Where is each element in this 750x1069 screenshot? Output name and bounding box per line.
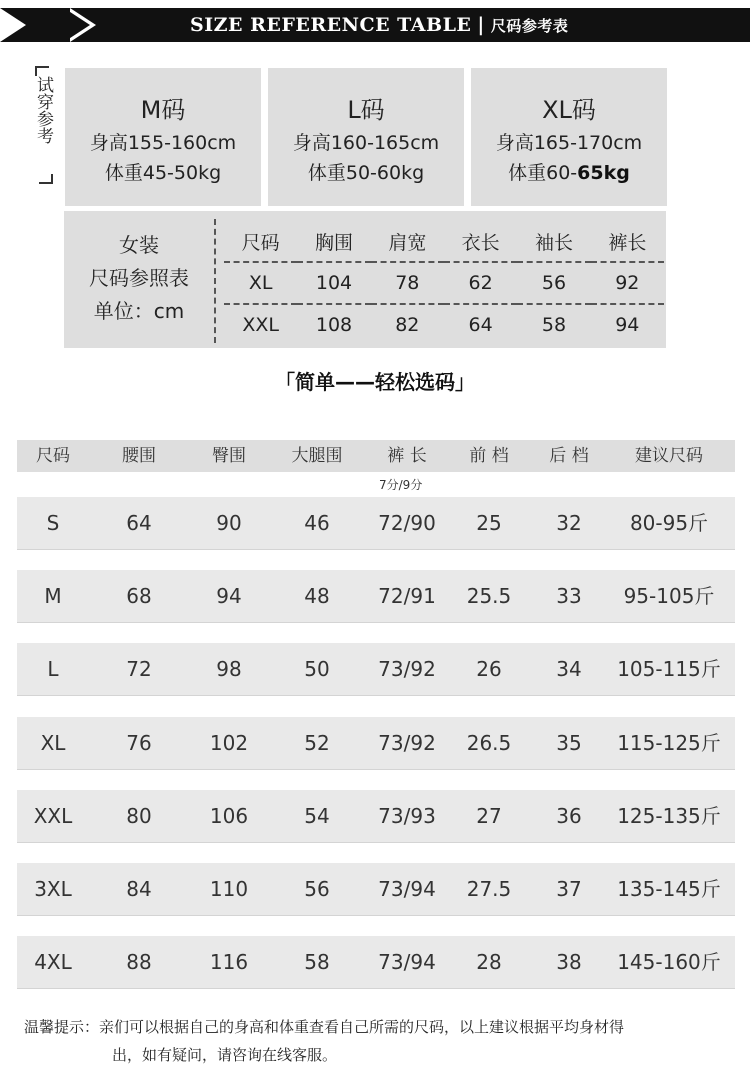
card-height: 身高155-160cm	[89, 132, 237, 154]
table-row: L 72 98 50 73/92 26 34 105-115斤	[17, 643, 735, 696]
column-header: 腰围	[122, 446, 156, 466]
table-row: 3XL 84 110 56 73/94 27.5 37 135-145斤	[17, 863, 735, 916]
table-row: XL 104 78 62 56 92	[224, 262, 664, 304]
table-row: 4XL 88 116 58 73/94 28 38 145-160斤	[17, 936, 735, 989]
column-header: 前 档	[469, 446, 509, 466]
try-on-label-text: 试穿参考	[33, 76, 53, 144]
title-separator: |	[477, 14, 485, 36]
pants-size-table	[17, 440, 735, 974]
table-row: S 64 90 46 72/90 25 32 80-95斤	[17, 497, 735, 550]
chevron-cutout	[64, 8, 90, 42]
card-size: M码	[140, 96, 186, 124]
table-row: XXL 80 106 54 73/93 27 36 125-135斤	[17, 790, 735, 843]
table-row: M 68 94 48 72/91 25.5 33 95-105斤	[17, 570, 735, 623]
tip-line-2: 出，如有疑问，请咨询在线客服。	[112, 1046, 338, 1064]
bracket-close	[39, 174, 53, 184]
chevron-arrow-icon	[0, 8, 26, 42]
title-cn: 尺码参考表	[490, 17, 569, 35]
size-card-m	[65, 68, 261, 206]
slogan: 「简单——轻松选码」	[275, 370, 475, 394]
card-weight: 体重60-65kg	[508, 162, 630, 184]
women-table-grid	[224, 221, 664, 345]
card-weight: 体重45-50kg	[104, 162, 222, 184]
length-note: 7分/9分	[379, 478, 423, 492]
dashed-divider	[214, 219, 216, 343]
card-height: 身高160-165cm	[292, 132, 440, 154]
column-header: 裤 长	[387, 446, 427, 466]
header-banner	[0, 8, 750, 42]
card-size: L码	[347, 96, 385, 124]
column-header: 大腿围	[291, 446, 343, 466]
table-header-row	[17, 440, 735, 472]
size-card-l	[268, 68, 464, 206]
column-header: 建议尺码	[635, 446, 703, 466]
table-row: XXL 108 82 64 58 94	[224, 304, 664, 345]
table-row: XL 76 102 52 73/92 26.5 35 115-125斤	[17, 717, 735, 770]
tip-note	[24, 1013, 734, 1069]
try-on-label	[31, 66, 57, 184]
card-size: XL码	[542, 96, 596, 124]
women-size-table	[64, 211, 666, 348]
column-header: 尺码	[36, 446, 70, 466]
card-weight: 体重50-60kg	[307, 162, 425, 184]
page-title	[190, 8, 568, 42]
column-header: 臀围	[212, 446, 246, 466]
column-header: 后 档	[549, 446, 589, 466]
card-height: 身高165-170cm	[495, 132, 643, 154]
women-table-label: 女装 尺码参照表 单位：cm	[89, 233, 189, 323]
tip-line-1: 温馨提示：亲们可以根据自己的身高和体重查看自己所需的尺码，以上建议根据平均身材得	[24, 1018, 625, 1036]
title-en: SIZE REFERENCE TABLE	[190, 14, 472, 36]
table-header-row: 尺码 胸围 肩宽 衣长 袖长 裤长	[241, 231, 647, 254]
weight-highlight: 65kg	[577, 162, 630, 184]
bracket-open	[35, 66, 49, 76]
size-card-xl	[471, 68, 667, 206]
